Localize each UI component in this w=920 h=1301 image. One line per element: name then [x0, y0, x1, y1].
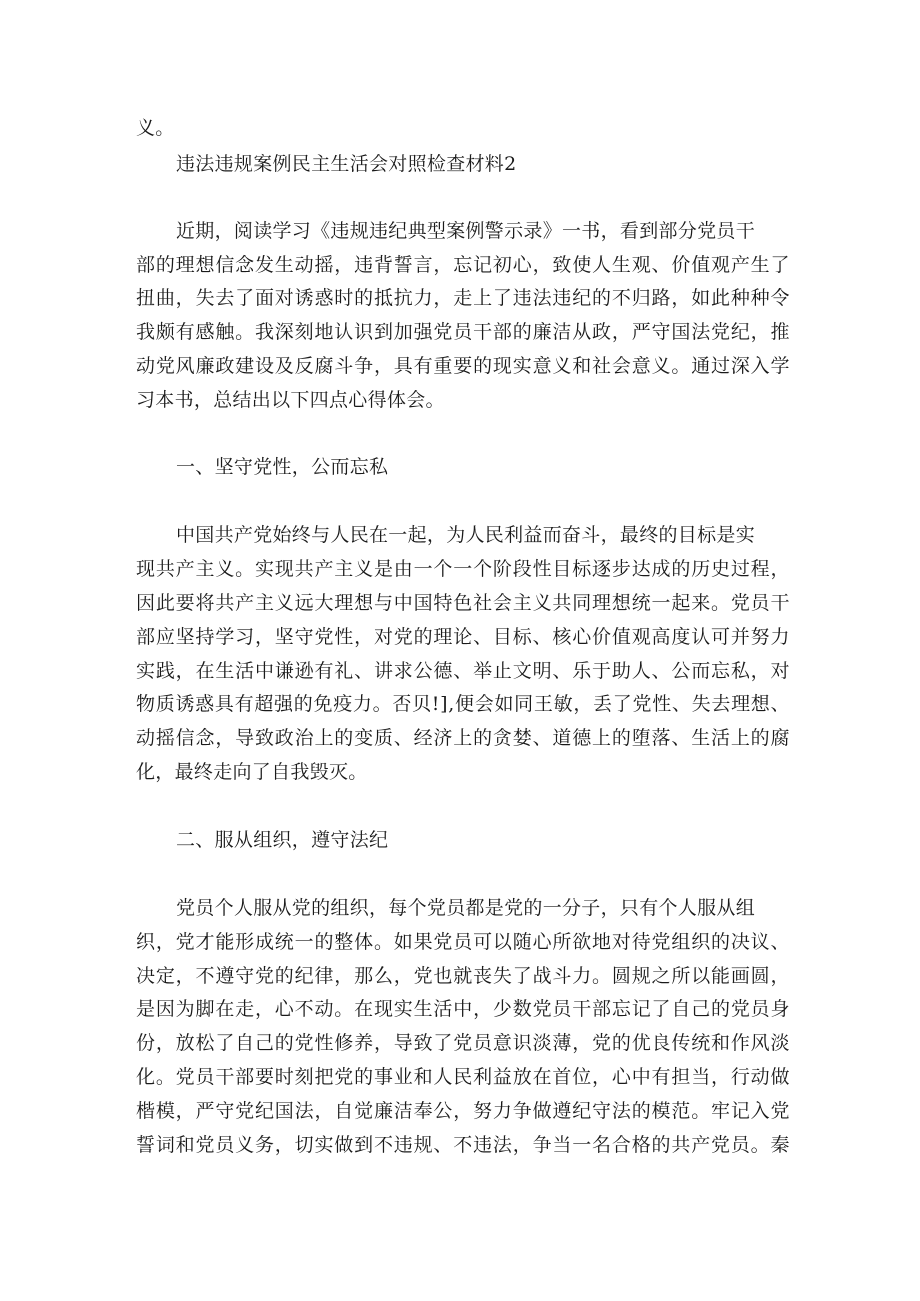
section-title: 违法违规案例民主生活会对照检查材料2: [176, 153, 517, 175]
text-line: 楷 模 ， 严 守 党 纪 国 法 ， 自 觉 廉 洁 奉 公 ， 努 力 争 做 遵 纪 守 法 的 模 范 。 牢 记 入 党: [136, 1100, 790, 1122]
text-line: 动 摇 信 念 ， 导 致 政 治 上 的 变 质 、 经 济 上 的 贪 婪 、 道 德 上 的 堕 落 、 生 活 上 的 腐: [136, 727, 790, 749]
text-line: 动 党 风 廉 政 建 设 及 反 腐 斗 争 ， 具 有 重 要 的 现 实 意 义 和 社 会 意 义 。 通 过 深 入 学: [136, 355, 790, 377]
text-line: 物 质 诱 惑 具 有 超 强 的 免 疫 力 。 否 贝 ! ] , 便 会 如 同 王 敏 ， 丢 了 党 性 、 失 去 理 想 、: [136, 693, 790, 715]
text-line: 化，最终走向了自我毁灭。: [136, 761, 368, 783]
heading: 一、坚守党性，公而忘私: [176, 456, 389, 478]
text-line: 化 。 党 员 干 部 要 时 刻 把 党 的 事 业 和 人 民 利 益 放 在 首 位 ， 心 中 有 担 当 ， 行 动 做: [136, 1066, 790, 1088]
text-line: 习本书，总结出以下四点心得体会。: [136, 389, 445, 411]
text-line: 部 的 理 想 信 念 发 生 动 摇 ， 违 背 誓 言 ， 忘 记 初 心 ， 致 使 人 生 观 、 价 值 观 产 生 了: [136, 254, 790, 276]
text-line: 现 共 产 主 义 。 实 现 共 产 主 义 是 由 一 个 一 个 阶 段 性 目 标 逐 步 达 成 的 历 史 过 程 ，: [136, 558, 790, 580]
text-line: 中国共产党始终与人民在一起，为人民利益而奋斗，最终的目标是实: [176, 524, 756, 546]
text-line: 决 定 ， 不 遵 守 党 的 纪 律 ， 那 么 ， 党 也 就 丧 失 了 战 斗 力 。 圆 规 之 所 以 能 画 圆 ，: [136, 965, 790, 987]
text-line: 因 此 要 将 共 产 主 义 远 大 理 想 与 中 国 特 色 社 会 主 义 共 同 理 想 统 一 起 来 。 党 员 干: [136, 592, 790, 614]
text-line: 部 应 坚 持 学 习 ， 坚 守 党 性 ， 对 党 的 理 论 、 目 标 、 核 心 价 值 观 高 度 认 可 并 努 力: [136, 626, 790, 648]
text-line: 扭 曲 ， 失 去 了 面 对 诱 惑 时 的 抵 抗 力 ， 走 上 了 违 法 违 纪 的 不 归 路 ， 如 此 种 种 令: [136, 287, 790, 309]
text-line: 党员个人服从党的组织，每个党员都是党的一分子，只有个人服从组: [176, 897, 756, 919]
text-line: 份 ， 放 松 了 自 己 的 党 性 修 养 ， 导 致 了 党 员 意 识 淡 薄 ， 党 的 优 良 传 统 和 作 风 淡: [136, 1032, 790, 1054]
text-line: 我 颇 有 感 触 。 我 深 刻 地 认 识 到 加 强 党 员 干 部 的 廉 洁 从 政 ， 严 守 国 法 党 纪 ， 推: [136, 321, 790, 343]
text-line: 誓 词 和 党 员 义 务 ， 切 实 做 到 不 违 规 、 不 违 法 ， 争 当 一 名 合 格 的 共 产 党 员 。 秦: [136, 1134, 790, 1156]
text-line: 是 因 为 脚 在 走 ， 心 不 动 。 在 现 实 生 活 中 ， 少 数 党 员 干 部 忘 记 了 自 己 的 党 员 身: [136, 998, 790, 1020]
text-line: 织 ， 党 才 能 形 成 统 一 的 整 体 。 如 果 党 员 可 以 随 心 所 欲 地 对 待 党 组 织 的 决 议 、: [136, 931, 790, 953]
heading: 二、服从组织，遵守法纪: [176, 829, 389, 851]
text-line: 近期，阅读学习《违规违纪典型案例警示录》一书，看到部分党员干: [176, 220, 756, 242]
text-line: 实 践 ， 在 生 活 中 谦 逊 有 礼 、 讲 求 公 德 、 举 止 文 明 、 乐 于 助 人 、 公 而 忘 私 ， 对: [136, 660, 790, 682]
text-line: 义。: [136, 117, 175, 139]
